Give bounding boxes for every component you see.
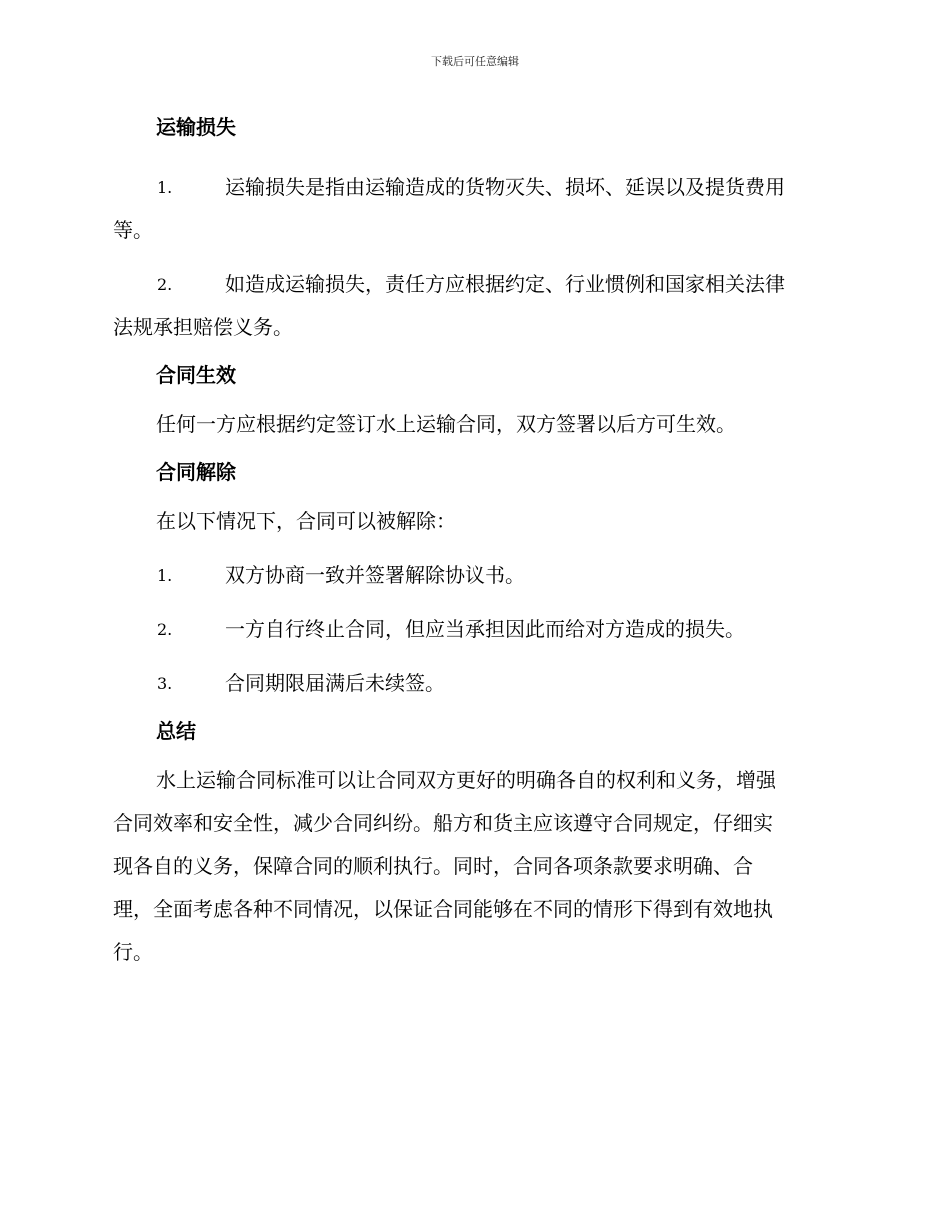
list-number: 1.	[157, 566, 173, 585]
list-number: 3.	[157, 674, 173, 693]
list-item-text: 双方协商一致并签署解除协议书。	[225, 563, 525, 587]
list-item-text: 合同期限届满后未续签。	[225, 671, 445, 695]
spacer	[113, 651, 833, 662]
spacer	[113, 142, 833, 166]
document-body	[113, 112, 833, 974]
spacer	[113, 446, 833, 457]
list-number: 2.	[157, 275, 173, 294]
spacer	[113, 597, 833, 608]
spacer	[113, 252, 833, 263]
list-item-transport-loss-1	[113, 166, 833, 252]
spacer	[113, 543, 833, 554]
heading-contract-termination: 合同解除	[156, 460, 236, 484]
list-item-transport-loss-2	[113, 263, 833, 349]
list-item-termination-3	[113, 662, 833, 705]
heading-summary: 总结	[156, 719, 196, 743]
paragraph-summary-line-2: 合同效率和安全性，减少合同纠纷。船方和货主应该遵守合同规定，仔细实	[113, 811, 773, 835]
heading-transport-loss: 运输损失	[156, 115, 236, 139]
list-item-text: 一方自行终止合同，但应当承担因此而给对方造成的损失。	[225, 617, 745, 641]
spacer	[113, 349, 833, 360]
list-item-text-continued: 等。	[113, 218, 153, 242]
paragraph-contract-effect: 任何一方应根据约定签订水上运输合同，双方签署以后方可生效。	[156, 412, 736, 436]
paragraph-termination-intro: 在以下情况下，合同可以被解除：	[156, 509, 456, 533]
heading-contract-effect: 合同生效	[156, 363, 236, 387]
spacer	[113, 487, 833, 500]
spacer	[113, 746, 833, 759]
paragraph-summary-line-5: 行。	[113, 940, 153, 964]
list-number: 1.	[157, 178, 173, 197]
list-item-termination-1	[113, 554, 833, 597]
list-item-text: 运输损失是指由运输造成的货物灭失、损坏、延误以及提货费用	[225, 175, 785, 199]
page-header-note: 下载后可任意编辑	[431, 55, 519, 68]
paragraph-summary-line-4: 理，全面考虑各种不同情况，以保证合同能够在不同的情形下得到有效地执	[113, 897, 773, 921]
list-number: 2.	[157, 620, 173, 639]
paragraph-summary-line-3: 现各自的义务，保障合同的顺利执行。同时，合同各项条款要求明确、合	[113, 854, 753, 878]
list-item-text-continued: 法规承担赔偿义务。	[113, 315, 293, 339]
list-item-text: 如造成运输损失，责任方应根据约定、行业惯例和国家相关法律	[225, 272, 785, 296]
spacer	[113, 390, 833, 403]
list-item-termination-2	[113, 608, 833, 651]
spacer	[113, 705, 833, 716]
paragraph-summary-line-1: 水上运输合同标准可以让合同双方更好的明确各自的权利和义务，增强	[156, 768, 776, 792]
